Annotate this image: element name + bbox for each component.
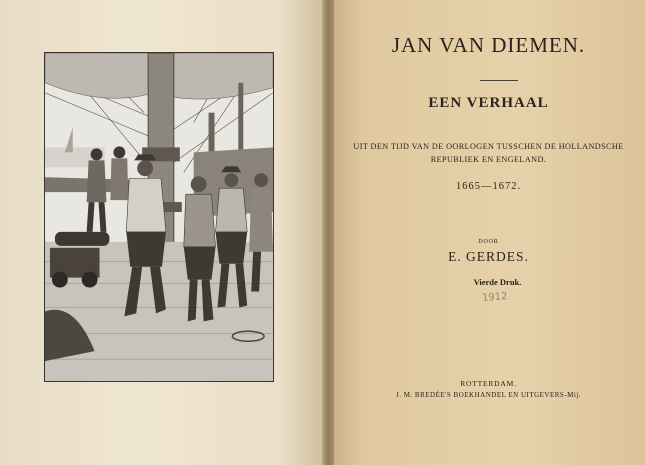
- description-line-2: REPUBLIEK EN ENGELAND.: [430, 155, 547, 164]
- book-author: E. GERDES.: [448, 249, 529, 264]
- ship-deck-scene-illustration: [45, 53, 273, 381]
- book-title: JAN VAN DIEMEN.: [391, 33, 586, 57]
- pencil-annotation: 1912: [481, 291, 508, 304]
- description-line-1: UIT DEN TIJD VAN DE OORLOGEN TUSSCHEN DE HOLLANDSCHE: [353, 142, 624, 151]
- by-label: DOOR: [478, 239, 499, 245]
- title-divider: [480, 80, 518, 81]
- publisher-city: ROTTERDAM.: [460, 379, 517, 388]
- publisher-name: J. M. BREDÉE'S BOEKHANDEL EN UITGEVERS-Mij.: [395, 391, 582, 399]
- frontispiece-engraving: [44, 52, 274, 382]
- book-edition: Vierde Druk.: [473, 277, 522, 287]
- book-years: 1665—1672.: [455, 181, 522, 192]
- book-description: [332, 140, 645, 166]
- book-subtitle: EEN VERHAAL: [428, 95, 549, 111]
